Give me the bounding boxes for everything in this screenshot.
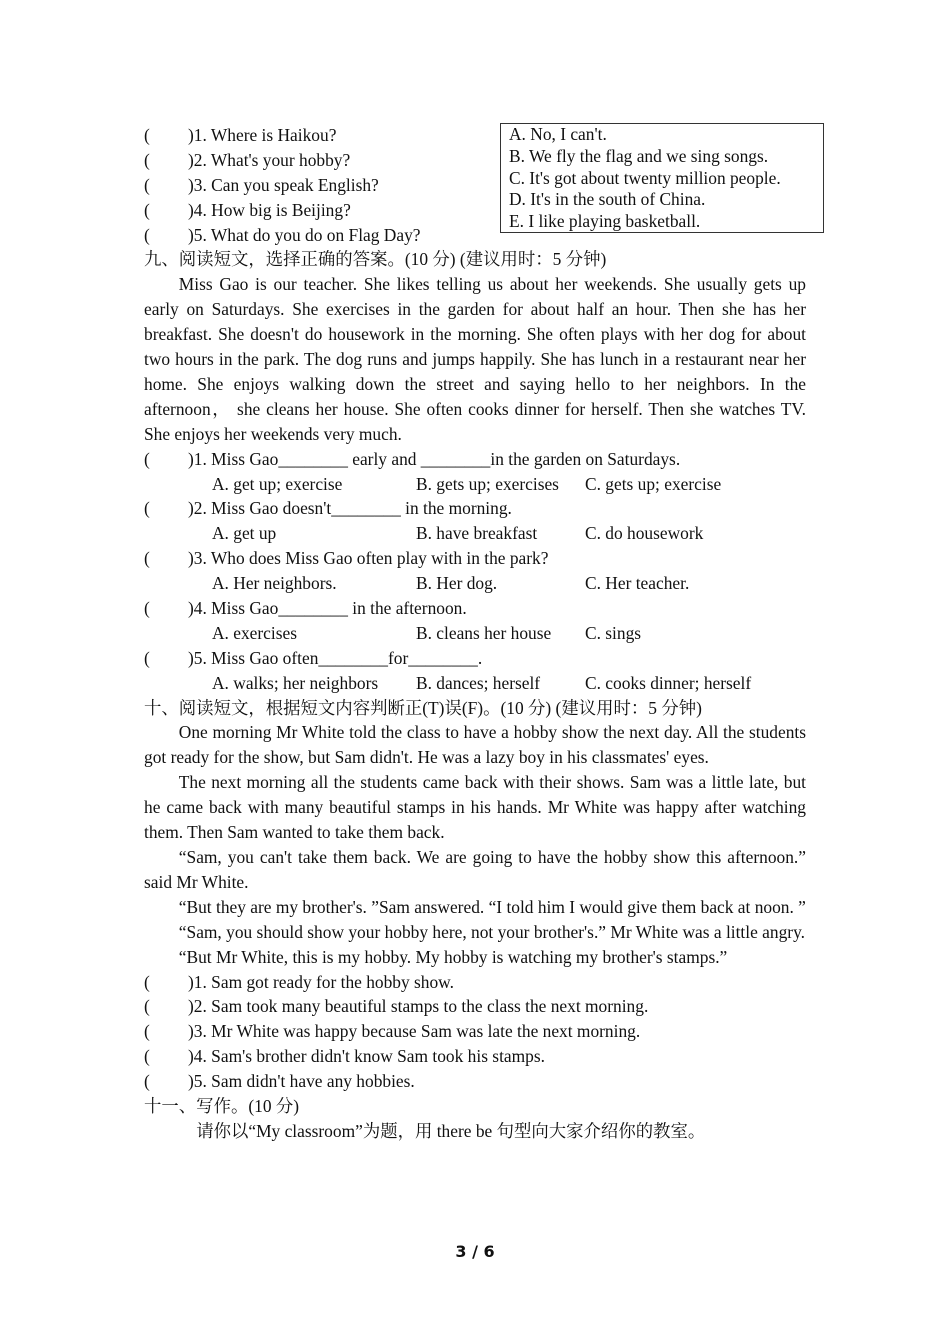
choice-question: ( )1. Miss Gao________ early and ________in the garden on Saturdays. [144,447,806,472]
section-heading: 十、阅读短文，根据短文内容判断正(T)误(F)。(10 分) (建议用时：5 分钟) [144,697,702,718]
choice-question: ( )3. Who does Miss Gao often play with in the park? [144,546,806,571]
matching-question: ( )5. What do you do on Flag Day? [144,223,806,248]
true-false-question: ( )2. Sam took many beautiful stamps to the class the next morning. [144,994,806,1019]
story-paragraph: The next morning all the students came back with their shows. Sam was a little late, but he came back with many beautiful stamps in his hands. Mr White was happy after watching them. Then Sam wanted to take them back. [144,772,806,843]
option-b: B. gets up; exercises [416,473,559,494]
answer-option: D. It's in the south of China. [509,189,706,210]
matching-question: ( )1. Where is Haikou? [144,123,806,148]
story-paragraph: “But they are my brother's. ”Sam answered. “I told him I would give them back at noon. ” [178,896,806,917]
answer-blank[interactable]: ( [144,971,150,992]
choice-options [144,521,806,546]
answer-blank[interactable]: ( [144,149,150,170]
true-false-question: ( )1. Sam got ready for the hobby show. [144,970,806,995]
true-false-question: ( )3. Mr White was happy because Sam was late the next morning. [144,1019,806,1044]
true-false-question: ( )5. Sam didn't have any hobbies. [144,1069,806,1094]
story-paragraph: “Sam, you should show your hobby here, not your brother's.” Mr White was a little angry. [178,921,805,942]
option-a: A. Her neighbors. [212,573,337,594]
choice-options [144,472,806,497]
option-b: B. dances; herself [416,672,541,693]
answer-blank[interactable]: ( [144,125,150,145]
option-a: A. get up; exercise [212,473,343,494]
answer-option: A. No, I can't. [509,124,607,144]
choice-question: ( )2. Miss Gao doesn't________ in the morning. [144,496,806,521]
option-a: A. exercises [212,622,297,643]
section-heading: 九、阅读短文，选择正确的答案。(10 分) (建议用时：5 分钟) [144,249,607,270]
true-false-question: ( )4. Sam's brother didn't know Sam took his stamps. [144,1044,806,1069]
story-paragraph: One morning Mr White told the class to have a hobby show the next day. All the students got ready for the show, but Sam didn't. He was a lazy boy in his classmates' eyes. [144,722,806,768]
section-heading: 十一、写作。(10 分) [144,1096,300,1116]
choice-options [144,571,806,596]
page-number: 3 / 6 [455,1242,495,1261]
answer-blank[interactable]: ( [144,199,150,220]
answer-blank[interactable]: ( [144,174,150,195]
choice-question: ( )5. Miss Gao often________for________. [144,646,806,671]
answer-blank[interactable]: ( [144,498,150,519]
answer-blank[interactable]: ( [144,647,150,668]
answer-blank[interactable]: ( [144,1071,150,1092]
option-c: C. do housework [585,523,704,544]
story-paragraph: “But Mr White, this is my hobby. My hobby is watching my brother's stamps.” [178,946,728,967]
option-b: B. cleans her house [416,622,552,643]
choice-question: ( )4. Miss Gao________ in the afternoon. [144,596,806,621]
answer-blank[interactable]: ( [144,598,150,619]
answer-blank[interactable]: ( [144,448,150,469]
answer-blank[interactable]: ( [144,1046,150,1067]
matching-question: ( )4. How big is Beijing? [144,198,806,223]
option-c: C. Her teacher. [585,573,690,594]
option-a: A. walks; her neighbors [212,672,379,693]
option-c: C. sings [585,622,642,643]
story-paragraph: “Sam, you can't take them back. We are going to have the hobby show this afternoon.” said Mr White. [144,847,806,892]
answer-blank[interactable]: ( [144,224,150,245]
option-c: C. gets up; exercise [585,473,722,494]
matching-question: ( )2. What's your hobby? [144,148,806,173]
matching-question: ( )3. Can you speak English? [144,173,806,198]
choice-options [144,621,806,646]
answer-option: B. We fly the flag and we sing songs. [509,145,769,166]
option-b: B. Her dog. [416,573,498,594]
choice-options [144,671,806,696]
answer-blank[interactable]: ( [144,1021,150,1042]
exam-page [144,123,806,1144]
option-b: B. have breakfast [416,523,538,544]
option-c: C. cooks dinner; herself [585,672,752,693]
writing-prompt: 请你以“My classroom”为题，用 there be 句型向大家介绍你的教室。 [196,1120,706,1141]
answer-blank[interactable]: ( [144,548,150,569]
option-a: A. get up [212,523,277,544]
answer-option: C. It's got about twenty million people. [509,167,781,188]
answer-option: E. I like playing basketball. [509,211,701,232]
reading-passage: Miss Gao is our teacher. She likes telling us about her weekends. She usually gets up early on Saturdays. She exercises in the garden for about half an hour. Then she has her breakfast. She doesn't do housework in the morning. She often plays with her dog for about two hours in the park. The dog runs and jumps happily. She has lunch in a restaurant near her home. She enjoys walking down the street and saying hello to her neighbors. In the afternoon， she cleans her house. She often cooks dinner for herself. Then she watches TV. She enjoys her weekends very much. [144,274,806,444]
answer-blank[interactable]: ( [144,996,150,1017]
